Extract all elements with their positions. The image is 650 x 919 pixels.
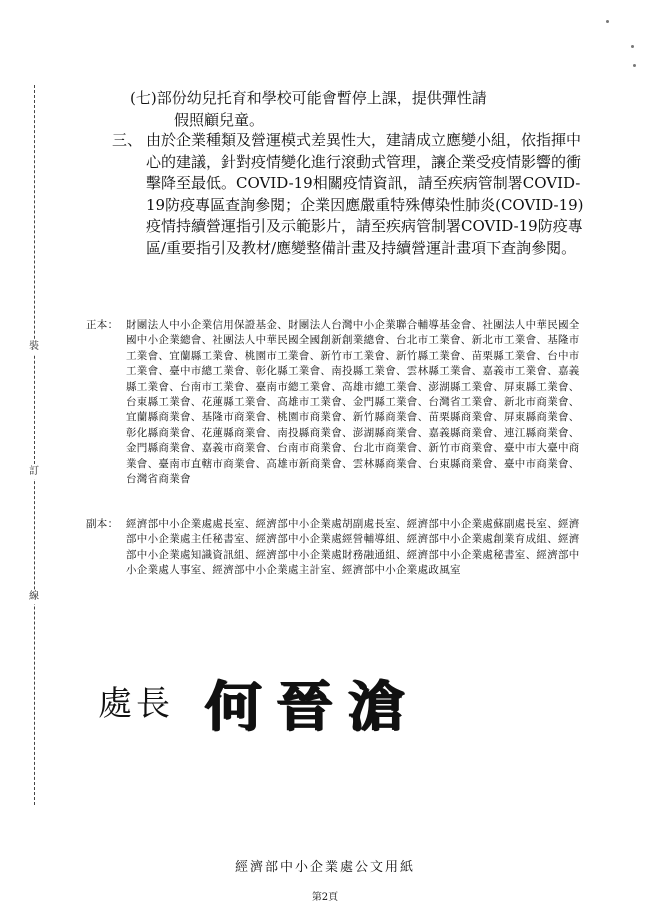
item-7-line-1: (七)部份幼兒托育和學校可能會暫停上課，提供彈性請: [130, 89, 487, 107]
binding-char-zhuang: 裝: [26, 340, 42, 354]
item-3-text: 由於企業種類及營運模式差異性大，建請成立應變小組，依指揮中心的建議，針對疫情變化進行滾動式管理，讓企業受疫情影響的衝擊降至最低。COVID-19相關疫情資訊，請至疾病管制署COVID-19防疫專區查詢參閱；企業因應嚴重特殊傳染性肺炎(COVID-19)疫情持續營運指引及示範影片，請至疾病管制署COVID-19防疫專區/重要指引及教材/應變整備計畫及持續營運計畫項下查詢參閱。: [146, 131, 584, 257]
copy-recipients-block: [86, 517, 582, 579]
item-7-line-2: 假照顧兒童。: [174, 110, 265, 129]
signature-name: 何晉滄: [204, 674, 420, 738]
scan-speck: [633, 64, 636, 67]
main-recipients-label: 正本：: [86, 319, 119, 331]
item-3: [112, 130, 587, 259]
binding-char-xian: 線: [26, 590, 42, 604]
scan-speck: [631, 45, 634, 48]
signature-title: 處長: [98, 684, 174, 724]
scan-speck: [606, 20, 609, 23]
page-number: 第2頁: [311, 892, 339, 903]
main-recipients-block: [86, 318, 582, 487]
copy-recipients-label: 副本：: [86, 518, 119, 530]
copy-recipients-list: 經濟部中小企業處處長室、經濟部中小企業處胡副處長室、經濟部中小企業處蘇副處長室、經濟部中小企業處主任秘書室、經濟部中小企業處經營輔導組、經濟部中小企業處創業育成組、經濟部中小企業處知識資訊組、經濟部中小企業處財務融通組、經濟部中小企業處秘書室、經濟部中小企業處人事室、經濟部中小企業處主計室、經濟部中小企業處政風室: [126, 518, 580, 577]
main-recipients-list: 財團法人中小企業信用保證基金、財團法人台灣中小企業聯合輔導基金會、社團法人中華民國全國中小企業總會、社團法人中華民國全國創新創業總會、台北市工業會、新北市工業會、基隆市工業會、宜蘭縣工業會、桃園市工業會、新竹市工業會、新竹縣工業會、苗栗縣工業會、台中市工業會、臺中市總工業會、彰化縣工業會、南投縣工業會、雲林縣工業會、嘉義市工業會、嘉義縣工業會、台南市工業會、臺南市總工業會、高雄市總工業會、澎湖縣工業會、屏東縣工業會、台東縣工業會、花蓮縣工業會、高雄市工業會、金門縣工業會、台灣省工業會、新北市商業會、宜蘭縣商業會、基隆市商業會、桃園市商業會、新竹縣商業會、苗栗縣商業會、屏東縣商業會、彰化縣商業會、花蓮縣商業會、南投縣商業會、澎湖縣商業會、嘉義縣商業會、連江縣商業會、金門縣商業會、嘉義市商業會、台南市商業會、台北市商業會、新竹市商業會、臺中市大臺中商業會、臺南市直轄市商業會、高雄市新商業會、雲林縣商業會、台東縣商業會、臺中市商業會、台灣省商業會: [126, 319, 580, 486]
item-3-number: 三、: [112, 131, 143, 149]
letterhead-footer: 經濟部中小企業處公文用紙: [234, 860, 415, 875]
item-7: [130, 88, 585, 131]
binding-char-ding: 訂: [26, 465, 42, 479]
binding-line: [34, 85, 35, 805]
